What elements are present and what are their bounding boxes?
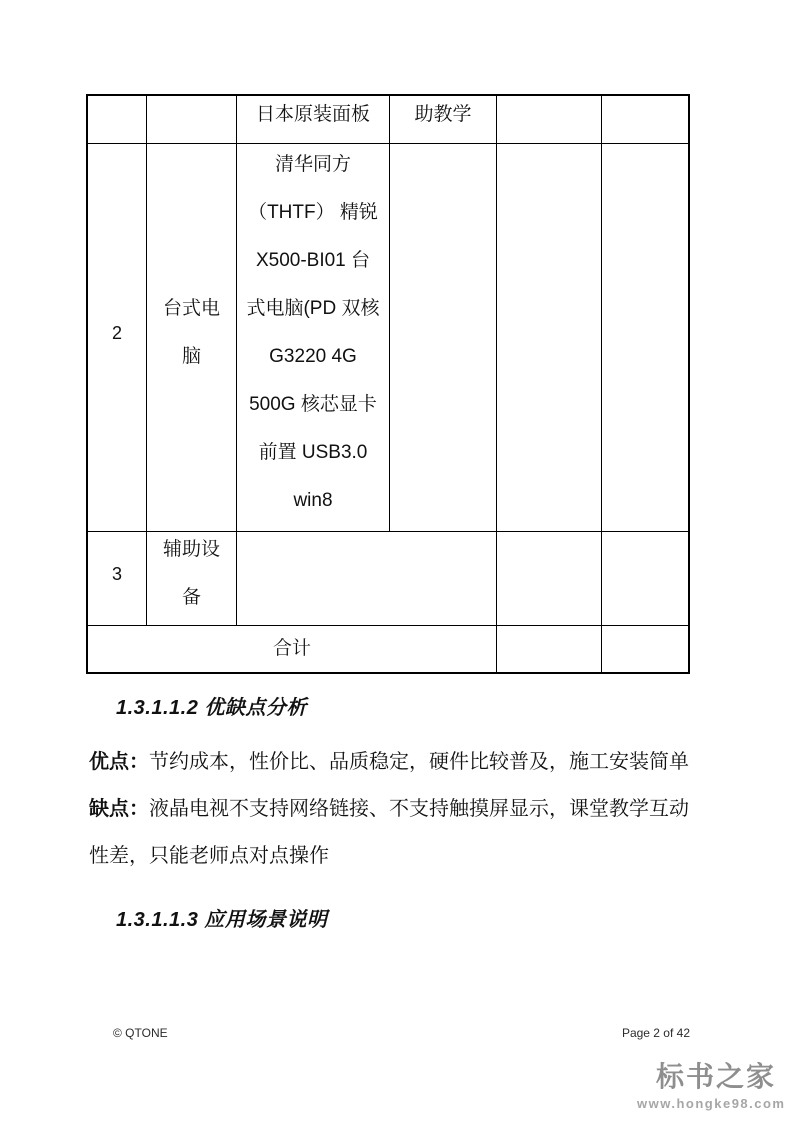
- purpose-tail-text: 助教学: [414, 103, 472, 125]
- pros-paragraph: [89, 749, 689, 775]
- table-cell-empty: [602, 144, 688, 532]
- table-cell-empty: [88, 96, 147, 144]
- footer-page-number: Page 2 of 42: [621, 1026, 690, 1040]
- pros-label: 优点：: [89, 751, 149, 773]
- table-cell-empty: [497, 144, 602, 532]
- table-cell-spec-tail: [237, 96, 390, 144]
- table-cell-item-spec: [237, 144, 390, 532]
- table-cell-empty: [147, 96, 237, 144]
- spec-line: （THTF） 精锐: [248, 201, 378, 223]
- pros-text: 节约成本，性价比、品质稳定，硬件比较普及，施工安装简单: [149, 751, 689, 773]
- table-cell-item-name: [147, 532, 237, 626]
- cons-text-line1: 液晶电视不支持网络链接、不支持触摸屏显示，课堂教学互动: [149, 798, 689, 820]
- table-cell-item-name: [147, 144, 237, 532]
- table-cell-total-label: [88, 626, 497, 672]
- section-heading-scenario: 1.3.1.1.3 应用场景说明: [116, 909, 328, 931]
- table-cell-empty: [497, 96, 602, 144]
- watermark-title: 标书之家: [656, 1061, 777, 1092]
- spec-line: 式电脑(PD 双核: [246, 297, 380, 319]
- spec-line: X500-BI01 台: [255, 249, 371, 271]
- table-cell-purpose-tail: [390, 96, 497, 144]
- cons-paragraph-line1: [89, 796, 689, 822]
- total-label-text: 合计: [272, 638, 311, 659]
- spec-line: G3220 4G: [269, 345, 357, 367]
- item-name-line: 脑: [181, 345, 201, 367]
- spec-line: win8: [293, 489, 333, 511]
- item-name-line: 台式电: [162, 297, 220, 319]
- spec-line: 清华同方: [274, 153, 351, 175]
- equipment-table: [86, 94, 690, 674]
- table-cell-empty: [602, 626, 688, 672]
- spec-tail-text: 日本原装面板: [255, 103, 370, 125]
- footer-copyright: © QTONE: [113, 1026, 168, 1040]
- table-cell-empty: [237, 532, 497, 626]
- cons-label: 缺点：: [89, 798, 149, 820]
- row-number-text: 2: [111, 322, 122, 343]
- table-cell-empty: [602, 96, 688, 144]
- item-name-line: 备: [181, 586, 201, 608]
- table-cell-empty: [602, 532, 688, 626]
- table-cell-row-number: [88, 532, 147, 626]
- table-cell-empty: [497, 626, 602, 672]
- row-number-text: 3: [111, 563, 122, 584]
- spec-line: 500G 核芯显卡: [249, 393, 377, 415]
- section-heading-pros-cons: 1.3.1.1.2 优缺点分析: [116, 697, 307, 719]
- item-name-line: 辅助设: [162, 538, 220, 560]
- table-cell-empty: [497, 532, 602, 626]
- table-cell-row-number: [88, 144, 147, 532]
- table-cell-empty: [390, 144, 497, 532]
- spec-line: 前置 USB3.0: [258, 441, 368, 463]
- cons-paragraph-line2: 性差，只能老师点对点操作: [89, 845, 329, 867]
- watermark-url: www.hongke98.com: [637, 1096, 786, 1111]
